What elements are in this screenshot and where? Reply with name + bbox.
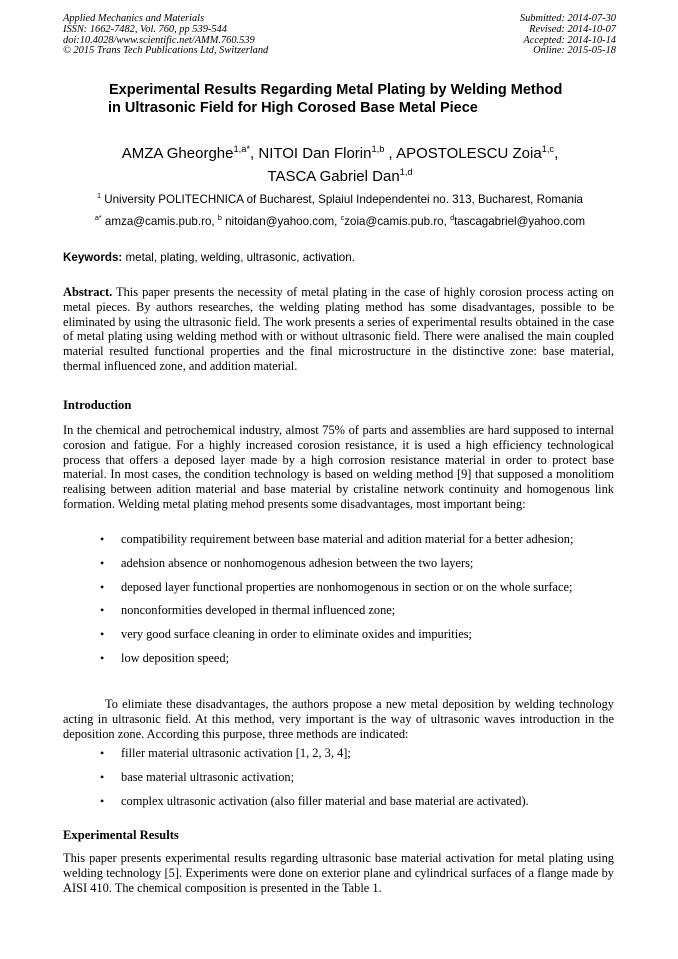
journal-doi: doi:10.4028/www.scientific.net/AMM.760.539	[63, 34, 255, 46]
list-item	[100, 603, 600, 618]
list-item-text: very good surface cleaning in order to eliminate oxides and impurities;	[121, 627, 472, 642]
email-mark: a*	[94, 213, 102, 223]
list-item	[100, 746, 600, 761]
methods-list	[100, 746, 600, 817]
list-item-text: compatibility requirement between base material and adition material for a better adhesion;	[121, 532, 574, 546]
bullet-icon: •	[100, 650, 105, 665]
date-online: Online: 2015-05-18	[533, 45, 616, 57]
bullet-icon: •	[100, 555, 105, 570]
abstract	[63, 285, 614, 374]
bullet-icon: •	[100, 793, 105, 808]
journal-issn: ISSN: 1662-7482, Vol. 760, pp 539-544	[63, 23, 227, 35]
abstract-label: Abstract.	[63, 285, 113, 299]
author-affil-mark: 1,a*	[233, 144, 251, 154]
introduction-paragraph-1: In the chemical and petrochemical industry, almost 75% of parts and assemblies are hard supposed to internal corosion and fatigue. For a highly increased corosion resistance, it is used a high efficiency technological process that offers a deposed layer made by a high corrosion resistance material in order to protect base material. In most cases, the condition technology is based on welding method [9] that supposed a monolitiom realising between adition material and base material by cristaline network continuity and homogenous link formation. Welding metal plating mehod presents some disadvantages, most important being:	[63, 423, 614, 511]
title-line-2: in Ultrasonic Field for High Corosed Base Metal Piece	[108, 100, 478, 116]
bullet-icon: •	[100, 603, 105, 618]
list-item	[100, 794, 600, 809]
author-name: , NITOI Dan Florin	[250, 145, 372, 162]
bullet-icon: •	[100, 769, 105, 784]
bullet-icon: •	[100, 532, 105, 546]
paper-title	[82, 81, 622, 117]
author-name: AMZA Gheorghe	[121, 145, 234, 162]
date-submitted: Submitted: 2014-07-30	[519, 13, 616, 24]
list-item	[100, 770, 600, 785]
author-affil-mark: 1,d	[399, 167, 413, 177]
email-address: amza@camis.pub.ro,	[101, 215, 218, 228]
keywords	[63, 251, 355, 265]
introduction-paragraph-2: To elimiate these disadvantages, the authors propose a new metal deposition by welding technology acting in ultrasonic field. At this method, very important is the way of ultrasonic waves introduction in the deposition zone. According this purpose, three methods are indicated:	[63, 697, 614, 741]
author-name: , APOSTOLESCU Zoia	[384, 145, 542, 162]
list-item-text: filler material ultrasonic activation [1, 2, 3, 4];	[121, 746, 351, 760]
list-item	[100, 580, 600, 595]
list-item	[100, 651, 600, 666]
list-item-text: nonconformities developed in thermal influenced zone;	[121, 603, 396, 618]
affiliation	[40, 193, 640, 207]
experimental-paragraph-1: This paper presents experimental results regarding ultrasonic base material activation for metal plating using welding technology [5]. Experiments were done on exterior plane and cylindrical surfaces of a flange made by AISI 410. The chemical composition is presented in the Table 1.	[63, 851, 614, 895]
email-address: zoia@camis.pub.ro,	[344, 215, 451, 228]
list-item-text: complex ultrasonic activation (also filler material and base material are activated).	[121, 793, 529, 808]
journal-info	[63, 14, 268, 57]
author-affil-mark: 1,c	[541, 144, 555, 154]
keywords-text: metal, plating, welding, ultrasonic, activation.	[122, 251, 355, 264]
email-mark: d	[450, 213, 455, 223]
date-accepted: Accepted: 2014-10-14	[523, 34, 616, 46]
list-item-text: base material ultrasonic activation;	[121, 769, 295, 784]
abstract-text: This paper presents the necessity of metal plating in the case of highly corosion process acting on metal pieces. By authors researches, the welding plating method has some disadvantages, possible to be eliminated by using the ultrasonic field. The work presents a series of experimental results obtained in the case of metal plating using welding method with or without ultrasonic field. There were analised the main coupled material resulted functional properties and the final microstructure in the distinctive zone: base material, thermal influenced zone, and addition material.	[63, 285, 614, 373]
list-item	[100, 556, 600, 571]
keywords-label: Keywords:	[63, 251, 123, 264]
email-address: nitoidan@yahoo.com,	[221, 215, 341, 228]
list-item-text: adehsion absence or nonhomogenous adhesion between the two layers;	[121, 555, 474, 570]
section-heading-experimental-results: Experimental Results	[63, 828, 179, 842]
list-item-text: low deposition speed;	[121, 650, 230, 665]
affiliation-mark: 1	[96, 191, 101, 201]
author-separator: ,	[554, 145, 559, 162]
affiliation-text: University POLITECHNICA of Bucharest, Splaiul Independentei no. 313, Bucharest, Romania	[100, 193, 584, 206]
author-emails	[40, 215, 640, 229]
email-mark: c	[340, 213, 345, 223]
author-list	[40, 142, 640, 188]
bullet-icon: •	[100, 746, 105, 760]
list-item	[100, 627, 600, 642]
list-item	[100, 532, 600, 547]
bullet-icon: •	[100, 627, 105, 642]
email-mark: b	[217, 213, 222, 223]
author-line-2	[40, 165, 640, 188]
bullet-icon: •	[100, 579, 105, 594]
submission-dates	[520, 14, 616, 57]
section-heading-introduction: Introduction	[63, 398, 132, 412]
journal-name: Applied Mechanics and Materials	[63, 13, 205, 24]
title-line-1: Experimental Results Regarding Metal Plating by Welding Method	[109, 82, 563, 98]
author-affil-mark: 1,b	[371, 144, 385, 154]
date-revised: Revised: 2014-10-07	[529, 23, 616, 35]
disadvantages-list	[100, 532, 600, 675]
list-item-text: deposed layer functional properties are nonhomogenous in section or on the whole surface;	[121, 579, 573, 594]
email-address: tascagabriel@yahoo.com	[454, 215, 586, 228]
journal-copyright: © 2015 Trans Tech Publications Ltd, Switzerland	[63, 45, 269, 57]
author-name: TASCA Gabriel Dan	[267, 168, 400, 185]
author-line-1	[40, 142, 640, 165]
